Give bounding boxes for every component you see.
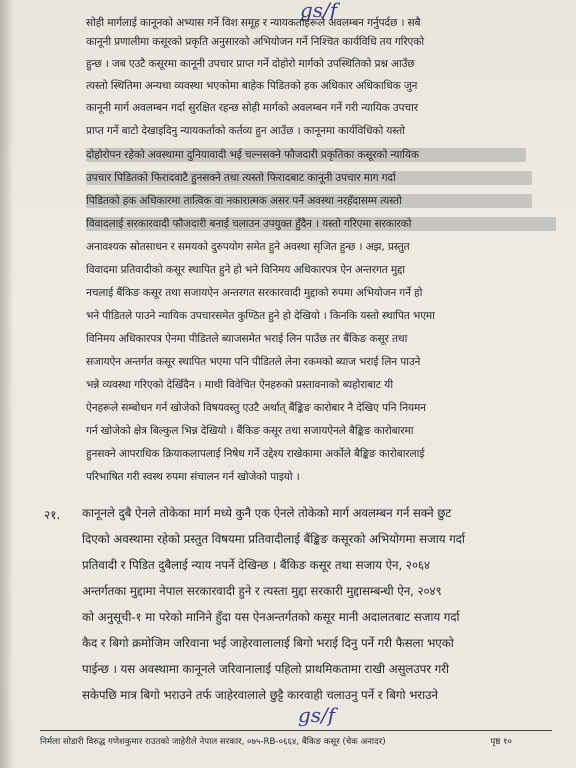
bottom-signature: gs/f [298,703,336,727]
text-line: विवादमा प्रतिवादीको कसूर स्थापित हुने हो भने विनिमय अधिकारपत्र ऐन अन्तरगत मुद्दा [86,264,405,276]
text-line: पाईन्छ । यस अवस्थामा कानूनले जरिवानालाई पहिलो प्राथमिकतामा राखी असुलउपर गरी [82,662,449,676]
highlighted-line: विवादलाई सरकारवादी फौजदारी बनाई चलाउन उपयुक्त हुँदैन । यस्तो गरिएमा सरकारको [86,217,556,231]
highlighted-line: दोहोरोपन रहेको अवस्थामा दुनियावादी भई चल्नसक्ने फौजदारी प्रकृतिका कसूरको न्यायिक [86,148,526,162]
text-line: को अनुसूची-१ मा परेको मानिने हुँदा यस ऐनअन्तर्गतको कसूर मानी अदालतबाट सजाय गर्दा [82,610,460,624]
text-line: कानूनले दुबै ऐनले तोकेका मार्ग मध्ये कुनै एक ऐनले तोकेको मार्ग अवलम्बन गर्न सक्ने छुट [82,506,452,520]
text-line: ऐनहरूले सम्बोधन गर्न खोजेको विषयवस्तु एउटै अर्थात् बैंङ्किङ कारोबार नै देखिए पनि नियमन [86,402,426,414]
text-line: सोही मार्गलाई कानूनको अभ्यास गर्ने विश समूह र न्यायकर्ताहरूले अवलम्बन गर्नुपर्दछ । सबै [86,17,421,29]
text-line: सकेपछि मात्र बिगो भराउने तर्फ जाहेरवालाले छुट्टै कारवाही चलाउनु पर्ने र बिगो भराउने [82,688,438,702]
text-line: सजायऐन अन्तर्गत कसूर स्थापित भएमा पनि पीडितले लेना रकमको ब्याज भराई लिन पाउने [86,356,421,368]
page-number: पृष्ठ १० [490,737,512,747]
text-line: भने पीडितले पाउने न्यायिक उपचारसमेत कुण्ठित हुने हो देखियो । किनकि यस्तो स्थापित भएमा [86,310,435,322]
paragraph-number: २१. [44,508,61,522]
footer-citation: निर्मला सोडारी विरुद्ध गणेशकुमार राउतको जाहेरीले नेपाल सरकार, ०७५-RB-०६६४, बैंकिङ कसूर (चेक अनादर) [40,737,386,747]
text-line: परिभाषित गरी स्वस्थ रुपमा संचालन गर्न खोजेको पाइयो । [86,471,300,483]
highlighted-line: पिडितको हक अधिकारमा तात्विक वा नकारात्मक असर पर्ने अवस्था नरहँदासम्म त्यस्तो [86,194,532,208]
text-line: प्रतिवादी र पिडित दुबैलाई न्याय नपर्ने देखिन्छ । बैंकिङ कसूर तथा सजाय ऐन, २०६४ [82,558,430,572]
text-line: अन्तर्गतका मुद्दामा नेपाल सरकारवादी हुने र त्यस्ता मुद्दा सरकारी मुद्दासम्बन्धी ऐन, २०४९ [82,584,442,598]
highlighted-line: उपचार पिडितको फिरादवाटै हुनसक्ने तथा त्यस्तो फिरादबाट कानूनी उपचार माग गर्दा [86,171,532,185]
text-line: भन्ने व्यवस्था गरिएको देखिँदैन । माथी विवेचित ऐनहरुको प्रस्तावनाको ब्यहोराबाट यी [86,379,393,391]
text-line: गर्न खोजेको क्षेत्र बिल्कुल भिन्न देखियो । बैंकिङ कसूर तथा सजायऐनले बैङ्किङ कारोबारमा [86,425,414,437]
text-line: कानूनी मार्ग अवलम्बन गर्दा सुरक्षित रहन्छ सोही मार्गको अवलम्बन गर्ने गरी न्यायिक उपचार [86,102,418,114]
side-stamp [0,549,60,601]
text-line: नचलाई बैंकिङ कसूर तथा सजायऐन अन्तरगत सरकारवादी मुद्दाको रुपमा अभियोजन गर्ने हो [86,287,423,299]
footer [40,735,552,747]
top-signature: gs/f [300,0,338,22]
text-line: अनावश्यक स्रोतसाधन र समयको दुरुपयोग समेत हुने अवस्था सृजित हुन्छ । अझ, प्रस्तुत [86,241,410,253]
text-line: हुन्छ । जब एउटै कसूरमा कानूनी उपचार प्राप्त गर्ने दोहोरो मार्गको उपस्थितिको प्रश्न आउँछ [86,58,415,70]
text-line: हुनसक्ने आपराधिक क्रियाकलापलाई निषेध गर्ने उद्देश्य राखेकामा अर्कोले बैङ्किङ कारोबारलाई [86,448,425,460]
text-line: दिएको अवस्थामा रहेको प्रस्तुत विषयमा प्रतिवादीलाई बैंङ्किङ कसूरको अभियोगमा सजाय गर्दा [82,532,465,546]
text-line: कैद र बिगो क्रमोजिम जरिवाना भई जाहेरवालालाई बिगो भराई दिनु पर्ने गरी फैसला भएको [82,636,454,650]
text-line: त्यस्तो स्थितिमा अन्यथा व्यवस्था भएकोमा बाहेक पिडितको हक अधिकार अधिकाधिक जुन [86,80,418,92]
page-edge-shadow [0,0,14,768]
text-line: विनिमय अधिकारपत्र ऐनमा पीडितले ब्याजसमेत भराई लिन पाउँछ तर बैंकिङ कसूर तथा [86,333,408,345]
text-line: प्राप्त गर्ने बाटो देखाइदिनु न्यायकर्ताको कर्तव्य हुन आउँछ । कानूनमा कार्यविधिको यस्तो [86,125,405,137]
text-line: कानूनी प्रणालीमा कसूरको प्रकृति अनुसारको अभियोजन गर्ने निश्चित कार्यविधि तय गरिएको [86,36,424,48]
footer-divider [40,730,552,731]
